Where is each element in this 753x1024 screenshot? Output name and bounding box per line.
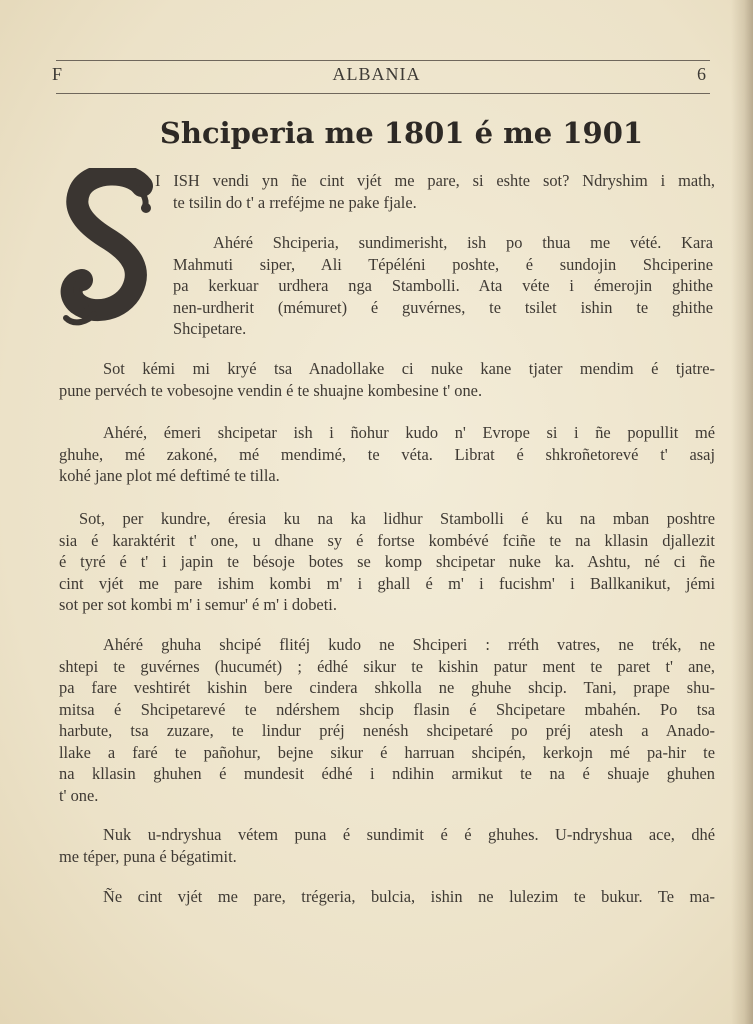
paragraph-7 <box>59 824 715 867</box>
article-title: Shciperia me 1801 é me 1901 <box>159 116 644 150</box>
paragraph-line: t' one. <box>59 785 99 805</box>
paragraph-line: shtepi te guvérnes (hucumét) ; édhé sikur te kishin patur ment te paret t' ane, <box>59 656 715 676</box>
paragraph-line: I ISH vendi yn ñe cint vjét me pare, si eshte sot? Ndryshim i math, <box>155 171 715 190</box>
paragraph-line: na kllasin ghuhen é mundesit édhé i ndihin armikut te na é shuaje ghuhen <box>59 764 715 783</box>
paragraph-line: me téper, puna é bégatimit. <box>59 846 237 866</box>
paragraph-line: mitsa é Shcipetarevé te ndérshem shcip flasin é Shcipetare mbahén. Po tsa <box>59 699 715 719</box>
paragraph-line: Mahmuti siper, Ali Tépéléni poshte, é sundojin Shciperine <box>173 254 713 274</box>
paragraph-line: te tsilin do t' a rreféjme ne pake fjale. <box>173 192 417 212</box>
paragraph-line: harbute, tsa zuzare, te lindur préj nenésh shcipetaré po préj atesh a Anado- <box>59 721 715 740</box>
page-edge-shadow <box>731 0 753 1024</box>
paragraph-line: sia é karaktérit t' one, u dhane sy é fortse kombévé fciñe te na kllasin djallezit <box>59 530 715 550</box>
paragraph-3 <box>59 358 715 401</box>
running-head: ALBANIA <box>332 64 421 84</box>
paragraph-line: é tyré é t' i japin te bésoje botes se komp shcipetar nuke ka. Ashtu, né ci ñe <box>59 552 715 571</box>
paragraph-line: kohé jane plot mé deftimé te tilla. <box>59 466 280 485</box>
paragraph-line: Ahéré, émeri shcipetar ish i ñohur kudo n' Evrope si i ñe popullit mé <box>103 423 715 442</box>
paragraph-line: Ahéré Shciperia, sundimerisht, ish po thua me vété. Kara <box>213 233 713 252</box>
paragraph-line: pa kerkuar urdhera nga Stambolli. Ata véte i émerojin ghithe <box>173 276 713 295</box>
paragraph-4 <box>59 422 715 487</box>
paragraph-line: Ñe cint vjét me pare, trégeria, bulcia, ishin ne lulezim te bukur. Te ma- <box>103 887 715 906</box>
header-rule-top <box>56 60 710 61</box>
header-rule-bottom <box>56 93 710 94</box>
paragraph-5 <box>59 508 715 616</box>
paragraph-6 <box>59 634 715 806</box>
paragraph-2 <box>173 232 713 340</box>
paragraph-line: ghuhe, mé zakoné, mé mendimé, te véta. Librat é shkroñetorevé t' asaj <box>59 444 715 464</box>
paragraph-1 <box>155 170 715 213</box>
paragraph-line: sot per sot kombi m' i semur' é m' i dobeti. <box>59 595 337 614</box>
page-number: 6 <box>697 64 707 84</box>
paragraph-line: pa fare veshtirét kishin bere cindera shkolla ne ghuhe shcip. Tani, prape shu- <box>59 678 715 697</box>
paragraph-line: llake a faré te pañohur, bejne sikur é harruan shcipén, kerkojn mé pa-hir te <box>59 742 715 762</box>
paragraph-line: Shcipetare. <box>173 319 247 338</box>
paragraph-8 <box>59 886 715 908</box>
header-left-mark: F <box>52 64 63 84</box>
paragraph-line: Nuk u-ndryshua vétem puna é sundimit é é ghuhes. U-ndryshua ace, dhé <box>103 825 715 844</box>
paragraph-line: pune pervéch te vobesojne vendin é te shuajne kombesine t' one. <box>59 380 483 400</box>
dropcap-s-ornament <box>60 168 160 328</box>
paragraph-line: Sot, per kundre, éresia ku na ka lidhur Stambolli é ku na mban poshtre <box>79 509 715 528</box>
paragraph-line: Sot kémi mi kryé tsa Anadollake ci nuke kane tjater mendim é tjatre- <box>103 359 715 378</box>
paragraph-line: cint vjét me pare ishim kombi m' i ghall é m' i fucishm' i Ballkanikut, jémi <box>59 573 715 593</box>
paragraph-line: nen-urdherit (mémuret) é guvérnes, te tsilet ishin te ghithe <box>173 297 713 317</box>
paragraph-line: Ahéré ghuha shcipé flitéj kudo ne Shciperi : rréth vatres, ne trék, ne <box>103 635 715 654</box>
